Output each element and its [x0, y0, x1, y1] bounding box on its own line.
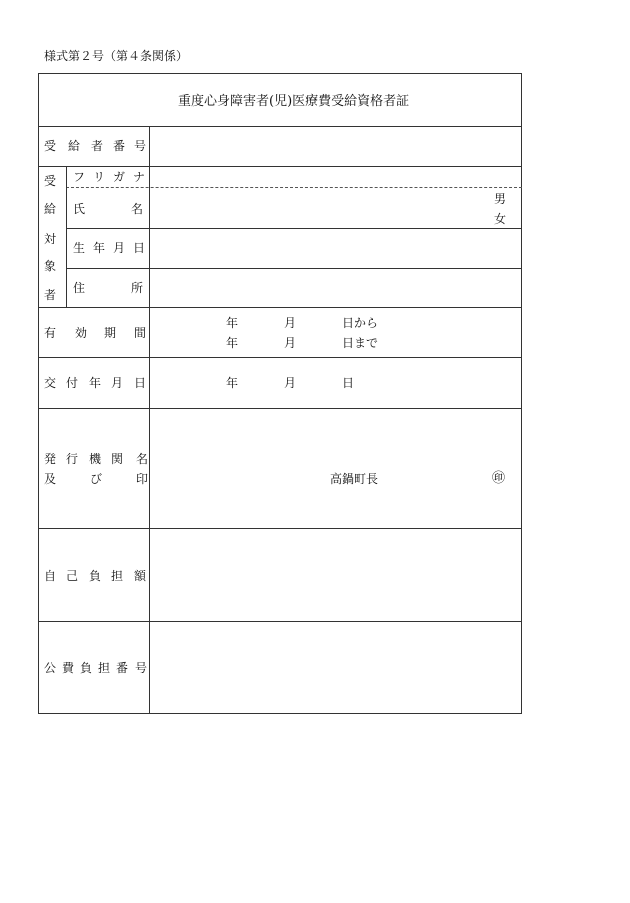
furigana-field[interactable] — [150, 167, 521, 187]
name-field[interactable] — [150, 188, 480, 228]
gender-male[interactable]: 男 — [494, 192, 507, 206]
row-divider — [38, 408, 522, 409]
gender-female[interactable]: 女 — [494, 212, 507, 226]
page-title: 重度心身障害者(児)医療費受給資格者証 — [178, 94, 410, 109]
row-divider — [38, 126, 522, 127]
seal-icon: ㊞ — [492, 471, 506, 486]
form-number: 様式第２号（第４条関係） — [44, 49, 189, 63]
row-divider — [38, 357, 522, 358]
issuer-name: 高鍋町長 — [330, 472, 379, 486]
public-number-field[interactable] — [150, 622, 521, 713]
birthdate-field[interactable] — [150, 229, 521, 268]
subject-column-divider — [66, 166, 67, 307]
copay-field[interactable] — [150, 529, 521, 621]
address-field[interactable] — [150, 269, 521, 307]
row-divider — [38, 307, 522, 308]
